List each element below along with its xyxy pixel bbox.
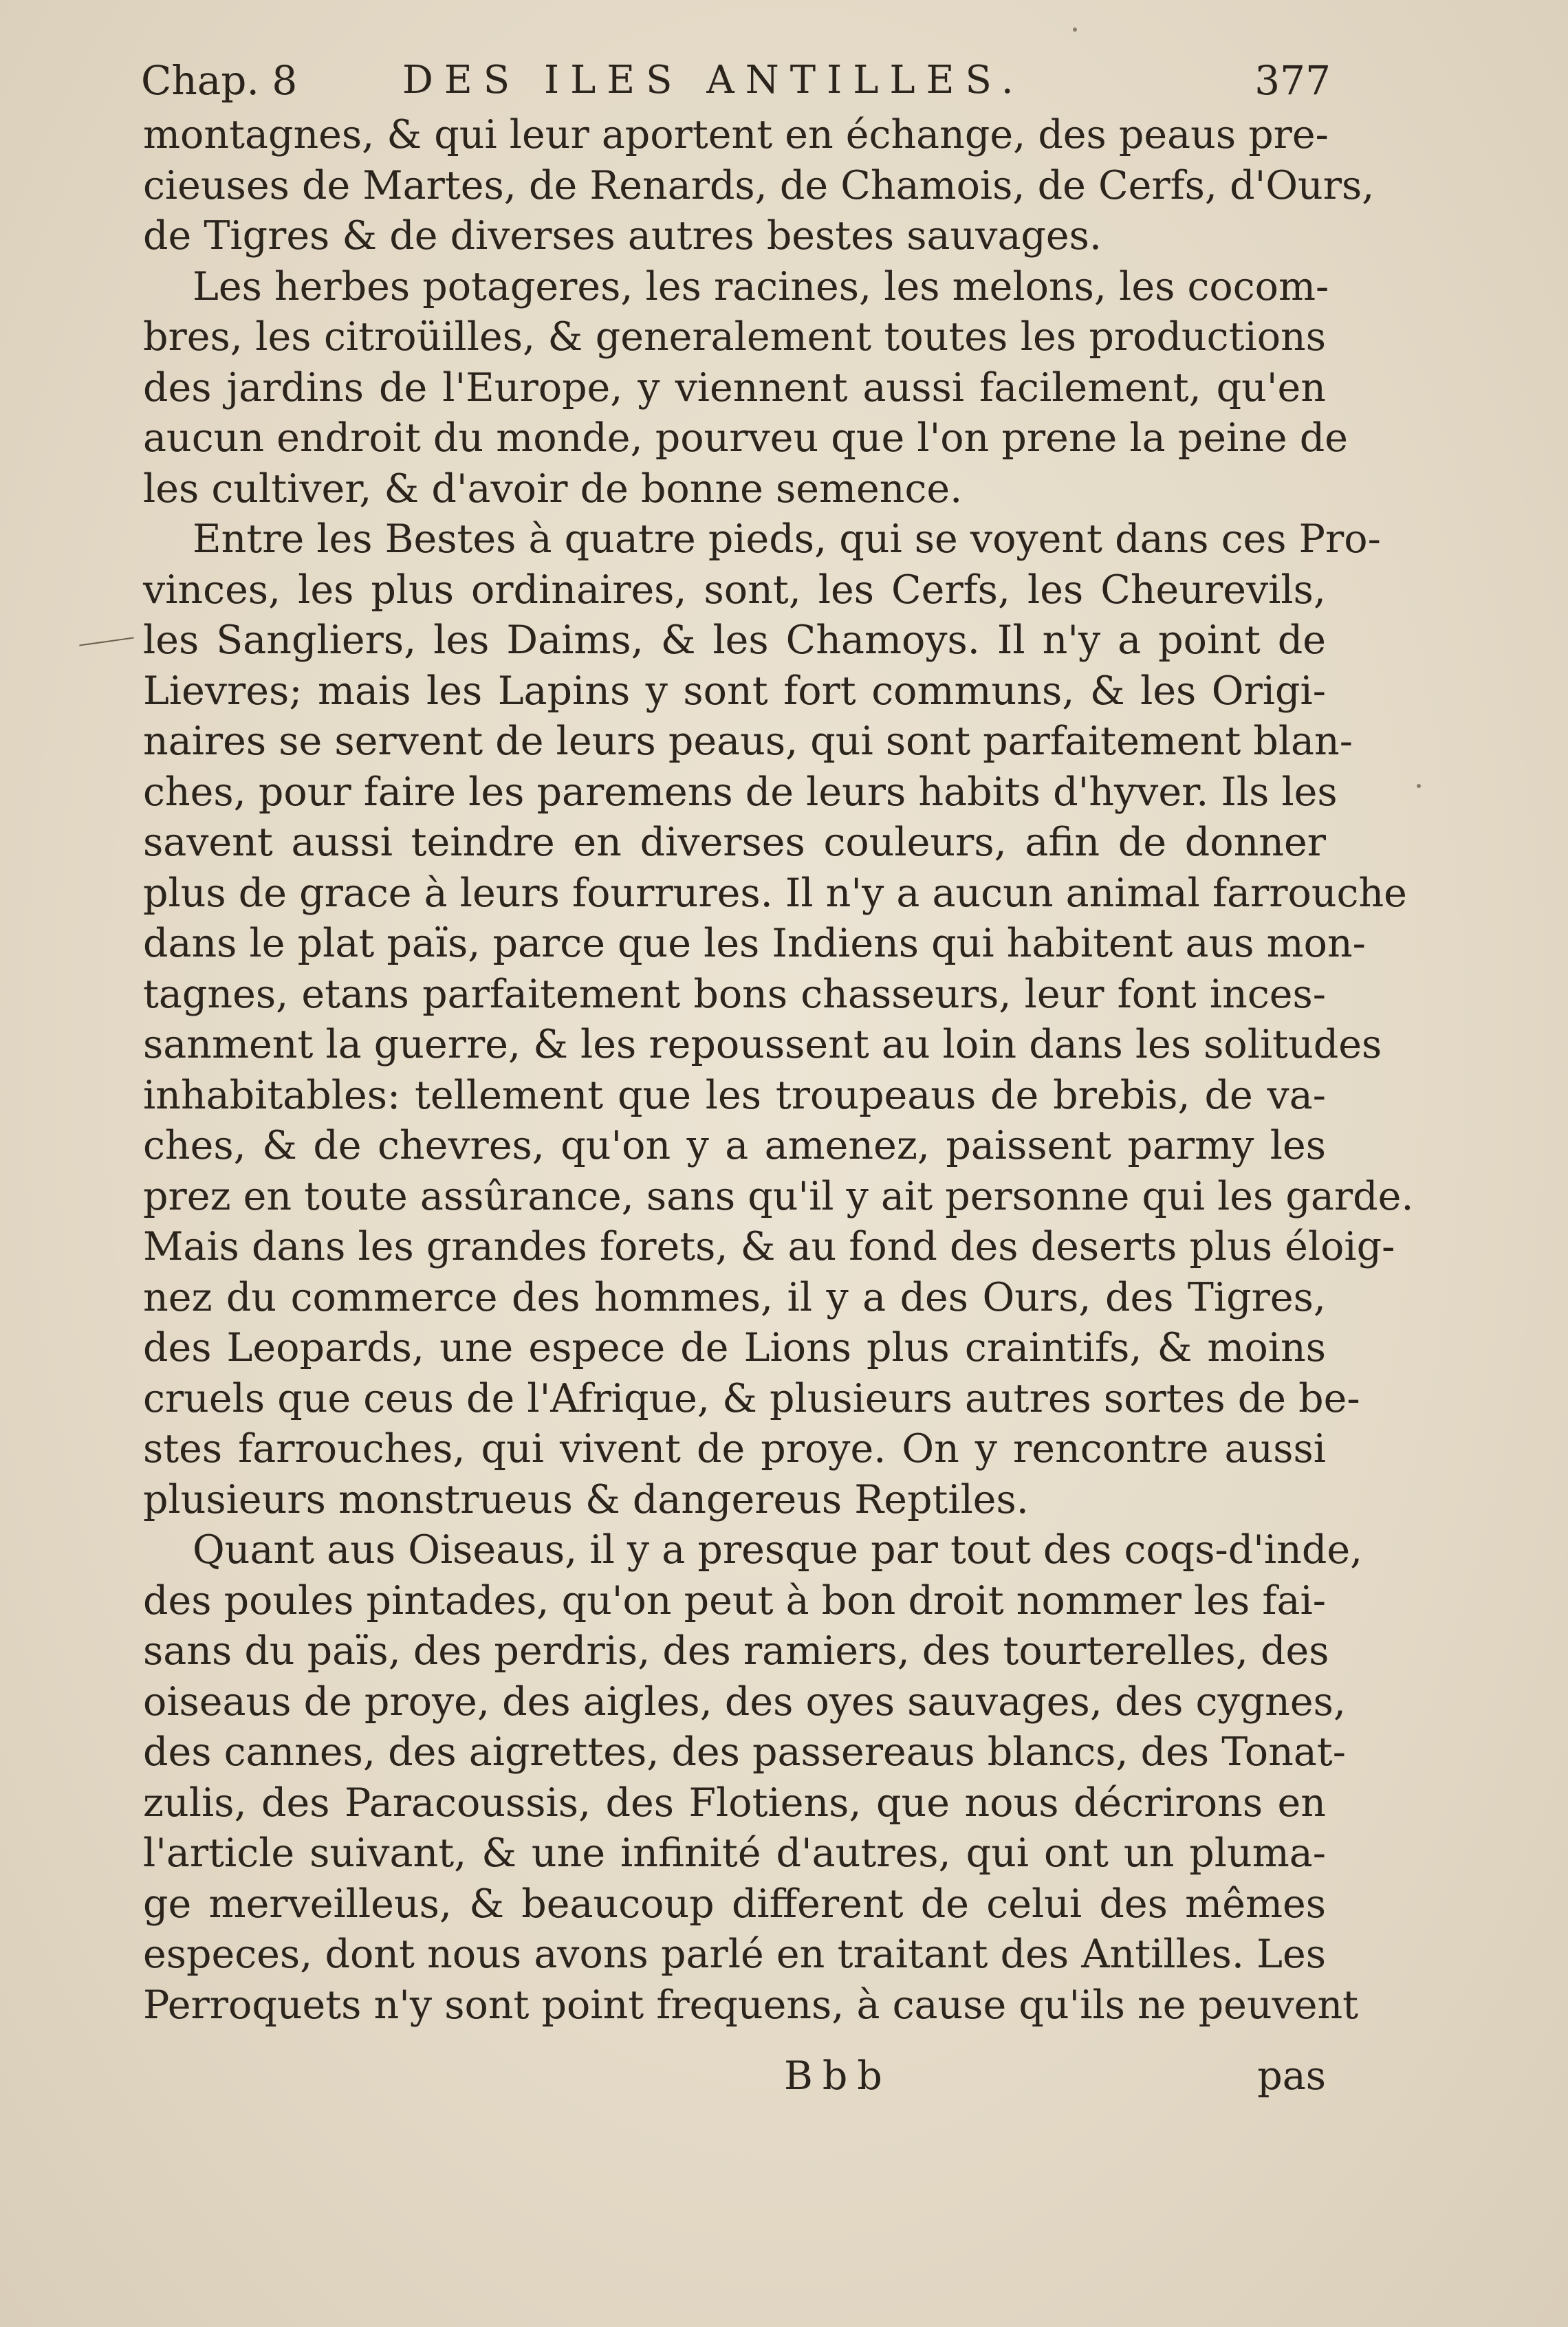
text-line: especes, dont nous avons parlé en traitant des Antilles. Les: [143, 1932, 1326, 1977]
catchword: pas: [1257, 2053, 1326, 2099]
text-line: l'article suivant, & une infinité d'autres, qui ont un pluma -: [143, 1828, 1326, 1879]
text-line: Quant aus Oiseaus, il y a presque par tout des coqs-d'inde,: [193, 1527, 1363, 1573]
text-line: des jardins de l'Europe, y viennent aussi facilement, qu'en: [143, 364, 1326, 411]
text-line: cruels que ceus de l'Afrique, & plusieurs autres sortes de be -: [143, 1374, 1326, 1425]
text-line: les Sangliers, les Daims, & les Chamoys. Il n'y a point de: [143, 618, 1326, 663]
text-line: ches, pour faire les paremens de leurs habits d'hyver. Ils les: [143, 769, 1338, 815]
text-line: stes farrouches, qui vivent de proye. On y rencontre aussi: [143, 1426, 1326, 1472]
text-line: plusieurs monstrueus & dangereus Reptiles.: [143, 1476, 1029, 1522]
text-line: Lievres; mais les Lapins y sont fort communs, & les Origi -: [143, 666, 1326, 717]
text-line: Les herbes potageres, les racines, les melons, les cocom -: [143, 262, 1326, 313]
text-line: aucun endroit du monde, pourveu que l'on prene la peine de: [143, 415, 1348, 461]
text-line: vinces, les plus ordinaires, sont, les Cerfs, les Cheurevils,: [143, 567, 1326, 613]
text-line: de Tigres & de diverses autres bestes sauvages.: [143, 213, 1102, 259]
text-line: plus de grace à leurs fourrures. Il n'y a aucun animal farrouche: [143, 870, 1407, 916]
text-line: montagnes, & qui leur aportent en échange, des peaus pre -: [143, 110, 1326, 161]
chapter-label: Chap. 8: [141, 57, 298, 104]
signature-mark: Bbb: [784, 2053, 892, 2099]
text-line: prez en toute assûrance, sans qu'il y ait personne qui les garde.: [143, 1173, 1414, 1219]
text-line: des cannes, des aigrettes, des passereaus blancs, des Tonat -: [143, 1727, 1326, 1778]
text-line: nez du commerce des hommes, il y a des Ours, des Tigres,: [143, 1274, 1326, 1320]
page-number: 377: [1254, 57, 1331, 104]
paper-speck: [1417, 784, 1421, 788]
text-line: oiseaus de proye, des aigles, des oyes sauvages, des cygnes,: [143, 1679, 1346, 1725]
text-line: des poules pintades, qu'on peut à bon droit nommer les fai -: [143, 1576, 1326, 1627]
text-line: bres, les citroüilles, & generalement toutes les productions: [143, 314, 1326, 360]
text-line: tagnes, etans parfaitement bons chasseurs, leur font inces -: [143, 970, 1326, 1020]
paper-speck: [1073, 28, 1077, 32]
text-line: sanment la guerre, & les repoussent au loin dans les solitudes: [143, 1022, 1382, 1067]
text-line: Entre les Bestes à quatre pieds, qui se voyent dans ces Pro -: [143, 514, 1326, 565]
text-line: des Leopards, une espece de Lions plus craintifs, & moins: [143, 1325, 1326, 1370]
text-line: cieuses de Martes, de Renards, de Chamois, de Cerfs, d'Ours,: [143, 162, 1375, 208]
text-line: savent aussi teindre en diverses couleurs, afin de donner: [143, 820, 1326, 865]
text-line: dans le plat païs, parce que les Indiens qui habitent aus mon -: [143, 919, 1326, 970]
text-line: zulis, des Paracoussis, des Flotiens, que nous décrirons en: [143, 1780, 1326, 1826]
running-header: [141, 50, 1331, 111]
text-line: Perroquets n'y sont point frequens, à cause qu'ils ne peuvent: [143, 1982, 1359, 2028]
text-line: les cultiver, & d'avoir de bonne semence.: [143, 466, 963, 512]
text-line: naires se servent de leurs peaus, qui sont parfaitement blan -: [143, 717, 1326, 767]
text-line: ge merveilleus, & beaucoup different de celui des mêmes: [143, 1881, 1326, 1927]
text-line: ches, & de chevres, qu'on y a amenez, paissent parmy les: [143, 1123, 1326, 1168]
text-line: sans du païs, des perdris, des ramiers, des tourterelles, des: [143, 1628, 1329, 1674]
margin-mark: [79, 637, 133, 646]
text-line: inhabitables: tellement que les troupeaus de brebis, de va -: [143, 1071, 1326, 1122]
text-line: Mais dans les grandes forets, & au fond des deserts plus éloig -: [143, 1222, 1326, 1273]
running-title: DES ILES ANTILLES.: [402, 58, 1025, 102]
body-text: [143, 110, 1414, 2031]
